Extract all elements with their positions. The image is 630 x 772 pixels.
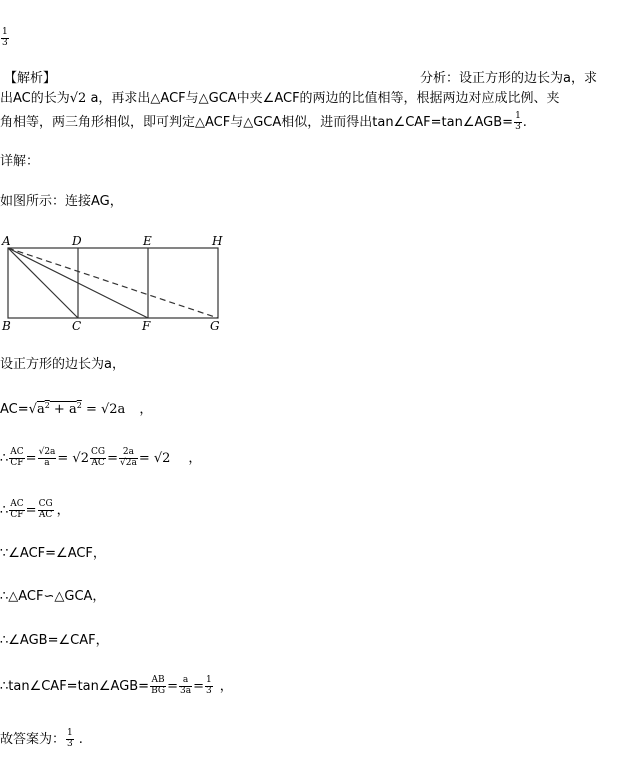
similar-line: ∴△ACF∽△GCA，: [0, 589, 106, 604]
final-answer: 故答案为： $\frac{1}{3}$ .: [0, 728, 83, 749]
ratio-line-1: ∴ $\frac{AC}{CF}$ = $\frac{√2a}{a}$ = √2 $\frac{CG}{AC}$ = $\frac{2a}{√2a}$ = √2 ，: [0, 447, 202, 468]
label-d: D: [72, 234, 82, 248]
ratio-line-2: ∴ $\frac{AC}{CF}$ = $\frac{CG}{AC}$ ，: [0, 499, 70, 520]
analysis-line-3: 角相等，两三角形相似，即可判定△ACF与△GCA相似，进而得出tan∠CAF=tan∠AGB= $\frac{1}{3}$ .: [0, 111, 527, 132]
set-side-text: 设正方形的边长为a，: [0, 357, 125, 372]
detail-label: 详解：: [0, 154, 40, 169]
tan-expression: ∴tan∠CAF=tan∠AGB= $\frac{AB}{BG}$ = $\frac{a}{3a}$ = $\frac{1}{3}$ ，: [0, 675, 233, 696]
analysis-line-2: 出AC的长为√2 a，再求出△ACF与△GCA中夹∠ACF的两边的比值相等，根据两边对应成比例、夹: [0, 91, 560, 106]
label-c: C: [72, 319, 82, 332]
label-h: H: [212, 234, 223, 248]
label-a: A: [2, 234, 11, 248]
angle-result-line: ∴∠AGB=∠CAF，: [0, 633, 109, 648]
segment-ag-dashed: [8, 248, 218, 318]
label-e: E: [143, 234, 152, 248]
geometry-diagram: [0, 232, 240, 332]
label-b: B: [2, 319, 11, 332]
analysis-tag: 【解析】: [4, 71, 57, 86]
segment-ac: [8, 248, 78, 318]
connect-text: 如图所示：连接AG，: [0, 194, 123, 209]
label-f: F: [142, 319, 151, 332]
top-answer-fraction: $\frac{1}{3}$: [2, 27, 8, 48]
top-answer: [0, 28, 10, 49]
angle-equal-line: ∵∠ACF=∠ACF，: [0, 546, 106, 561]
label-g: G: [210, 319, 220, 332]
analysis-fraction: $\frac{1}{3}$: [515, 111, 521, 132]
ac-expression: $AC=√a^2 + a^2 = √2a$ ，: [0, 401, 153, 417]
analysis-head: 分析：设正方形的边长为a，求: [420, 71, 597, 86]
